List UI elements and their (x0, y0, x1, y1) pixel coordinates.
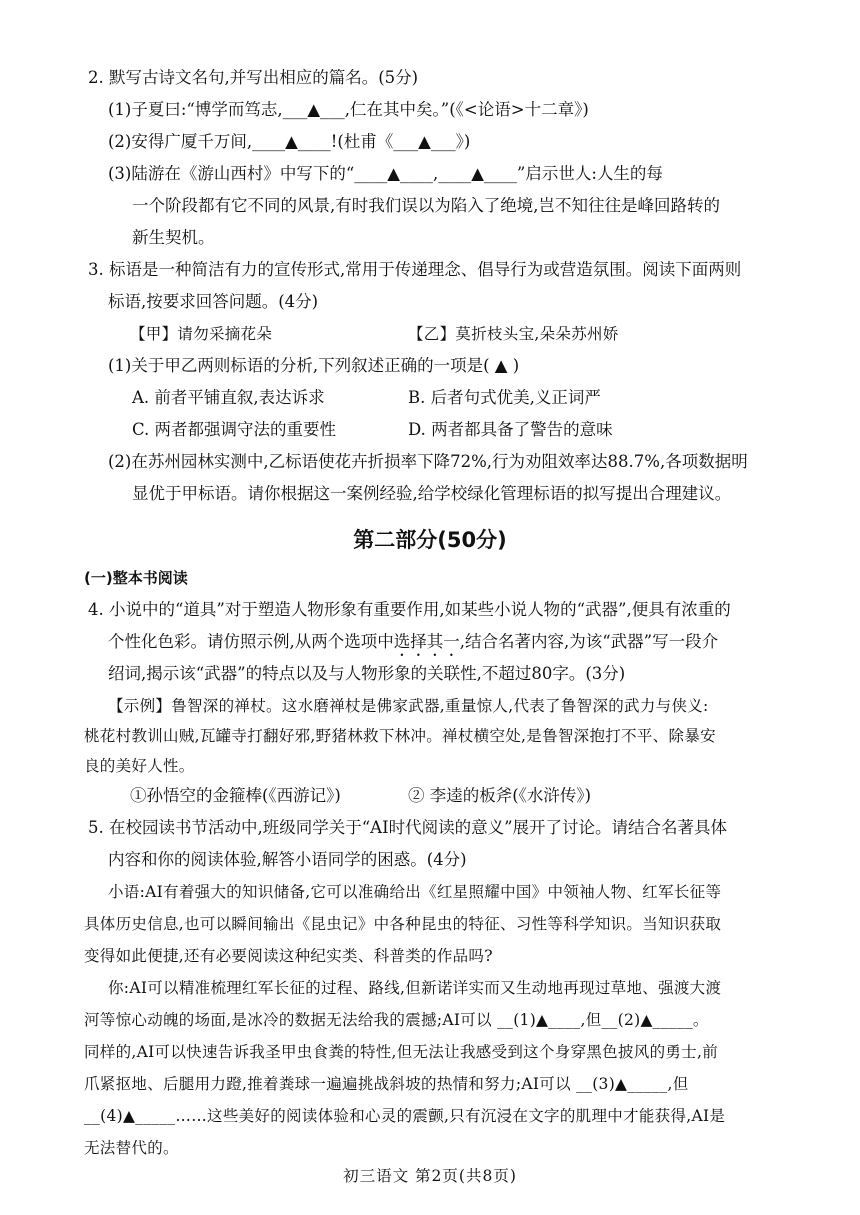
page-footer: 初三语文 第2页(共8页) (343, 1167, 517, 1185)
section-whole-book-reading: (一)整本书阅读 (84, 569, 188, 587)
q3-part1: (1)关于甲乙两则标语的分析,下列叙述正确的一项是( ▲ ) (108, 356, 520, 375)
q5-ni-line2: 河等惊心动魄的场面,是冰冷的数据无法给我的震撼;AI可以 __(1)▲____,但__(2)▲_____。 (84, 1011, 709, 1029)
q4-line2 (108, 630, 718, 660)
q4-emphasis: 选择其一 (393, 632, 460, 651)
q4-line3: 绍词,揭示该“武器”的特点以及与人物形象的关联性,不超过80字。(3分) (108, 664, 626, 683)
q5-ni-line1: 你:AI可以精准梳理红军长征的过程、路线,但新诺详实而又生动地再现过草地、强渡大渡 (108, 979, 722, 997)
q3-option-b: B. 后者句式优美,义正词严 (408, 388, 601, 407)
q4-example-line2: 桃花村教训山贼,瓦罐寺打翻好邪,野猪林救下林冲。禅杖横空处,是鲁智深抱打不平、除暴安 (84, 727, 716, 745)
q5-ni-line4: 爪紧抠地、后腿用力蹬,推着粪球一遍遍挑战斜坡的热情和努力;AI可以 __(3)▲_____,但 (84, 1075, 689, 1093)
q4-option-1: ①孙悟空的金箍棒(《西游记》) (130, 786, 341, 805)
q4-option-2: ② 李逵的板斧(《水浒传》) (408, 786, 592, 805)
q3-option-d: D. 两者都具备了警告的意味 (408, 420, 613, 439)
slogan-jia: 【甲】请勿采摘花朵 (130, 325, 273, 343)
q5-xiaoyu-line3: 变得如此便捷,还有必要阅读这种纪实类、科普类的作品吗? (84, 947, 493, 965)
q3-part2-line2: 显优于甲标语。请你根据这一案例经验,给学校绿化管理标语的拟写提出合理建议。 (132, 484, 732, 503)
q5-ni-line3: 同样的,AI可以快速告诉我圣甲虫食粪的特性,但无法让我感受到这个身穿黑色披风的勇士,前 (84, 1043, 718, 1061)
q4-line1: 4. 小说中的“道具”对于塑造人物形象有重要作用,如某些小说人物的“武器”,便具有浓重的 (88, 600, 731, 619)
q2-part3-line3: 新生契机。 (132, 228, 215, 247)
q5-xiaoyu-line1: 小语:AI有着强大的知识储备,它可以准确给出《红星照耀中国》中领袖人物、红军长征等 (108, 883, 722, 901)
q5-ni-line5: __(4)▲_____……这些美好的阅读体验和心灵的震颤,只有沉浸在文字的肌理中才能获得,AI是 (84, 1107, 726, 1125)
q3-part2-line1: (2)在苏州园林实测中,乙标语使花卉折损率下降72%,行为劝阻效率达88.7%,各项数据明 (108, 452, 748, 471)
q2-part1: (1)子夏曰:“博学而笃志,___▲___,仁在其中矣。”(《<论语>十二章》) (108, 100, 589, 119)
q3-stem-line1: 3. 标语是一种简洁有力的宣传形式,常用于传递理念、倡导行为或营造氛围。阅读下面两则 (88, 260, 742, 279)
q2-part2: (2)安得广厦千万间,____▲____!(杜甫《___▲___》) (108, 132, 471, 151)
part2-title: 第二部分(50分) (353, 528, 507, 552)
q5-line2: 内容和你的阅读体验,解答小语同学的困惑。(4分) (108, 850, 467, 869)
q2-part3-line1: (3)陆游在《游山西村》中写下的“____▲____,____▲____”启示世人:人生的每 (108, 164, 663, 183)
q2-stem: 2. 默写古诗文名句,并写出相应的篇名。(5分) (88, 68, 419, 87)
slogan-yi: 【乙】莫折枝头宝,朵朵苏州娇 (408, 325, 619, 343)
q5-ni-line6: 无法替代的。 (84, 1139, 179, 1157)
q4-example-line3: 良的美好人性。 (84, 757, 195, 775)
q3-option-c: C. 两者都强调守法的重要性 (132, 420, 337, 439)
q4-example-line1: 【示例】鲁智深的禅杖。这水磨禅杖是佛家武器,重量惊人,代表了鲁智深的武力与侠义: (108, 697, 709, 715)
q3-option-a: A. 前者平铺直叙,表达诉求 (132, 388, 325, 407)
q4-line2-pre: 个性化色彩。请仿照示例,从两个选项中 (108, 632, 394, 651)
q5-line1: 5. 在校园读书节活动中,班级同学关于“AI时代阅读的意义”展开了讨论。请结合名著具体 (88, 818, 728, 837)
q5-xiaoyu-line2: 具体历史信息,也可以瞬间输出《昆虫记》中各种昆虫的特征、习性等科学知识。当知识获取 (84, 915, 722, 933)
q2-part3-line2: 一个阶段都有它不同的风景,有时我们误以为陷入了绝境,岂不知往往是峰回路转的 (132, 196, 720, 215)
q4-line2-post: ,结合名著内容,为该“武器”写一段介 (459, 632, 719, 651)
q3-stem-line2: 标语,按要求回答问题。(4分) (108, 292, 319, 311)
